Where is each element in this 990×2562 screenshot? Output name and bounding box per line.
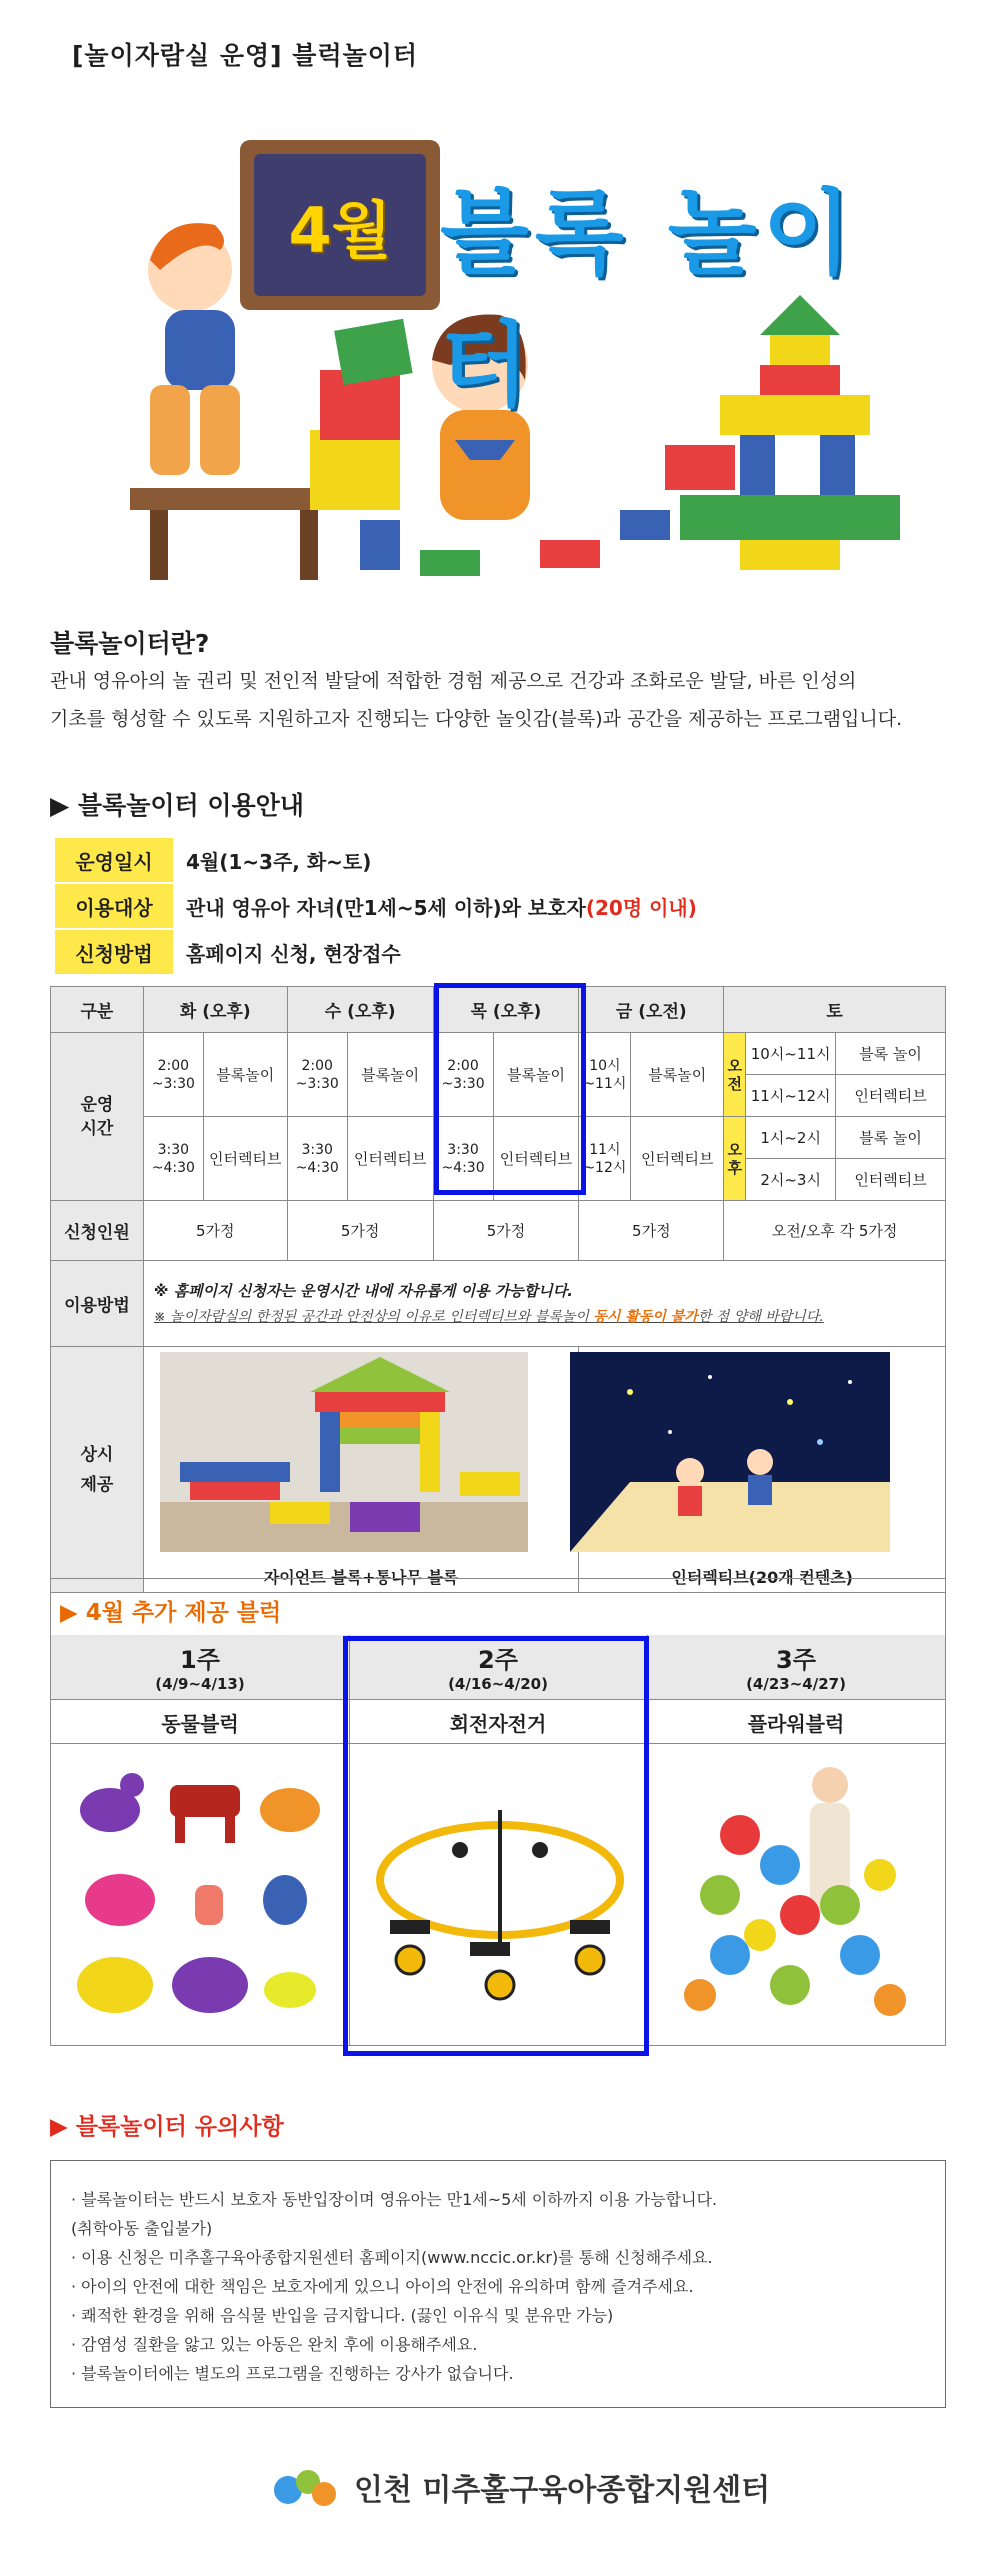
guide-heading: ▶ 블록놀이터 이용안내 xyxy=(50,791,304,820)
tue-slot2: 3:30 ~4:30 xyxy=(143,1117,203,1201)
week1-block-name: 동물블럭 xyxy=(161,1712,239,1736)
method-line-2-emphasis: 동시 활동이 불가 xyxy=(593,1308,698,1325)
thursday-highlight-box xyxy=(434,983,586,1195)
guide-value-target-limit: (20명 이내) xyxy=(585,895,697,920)
week2-dates: (4/16~4/20) xyxy=(448,1675,548,1693)
col-header: 금 (오전) xyxy=(579,987,724,1033)
table-row xyxy=(51,1261,946,1347)
intro-line-2: 기초를 형성할 수 있도록 지원하고자 진행되는 다양한 놀잇감(블록)과 공간을 제공하는 프로그램입니다. xyxy=(50,708,903,730)
footer-org-name: 인천 미추홀구육아종합지원센터 xyxy=(354,2473,771,2508)
always-caption-2: 인터렉티브(20개 컨텐츠) xyxy=(671,1568,853,1587)
table-row xyxy=(51,1201,946,1261)
animal-blocks-illustration xyxy=(70,1760,330,2030)
col-header: 구분 xyxy=(51,987,144,1033)
capacity-fri: 5가정 xyxy=(579,1201,724,1261)
guide-label-date: 운영일시 xyxy=(55,838,173,882)
sat-time: 1시~2시 xyxy=(746,1117,836,1159)
week2-highlight-box xyxy=(343,1636,649,2056)
sat-act: 인터렉티브 xyxy=(836,1075,946,1117)
sat-time: 11시~12시 xyxy=(746,1075,836,1117)
giant-block-photo xyxy=(160,1352,528,1552)
guide-value-date: 4월(1~3주, 화~토) xyxy=(186,849,372,874)
capacity-wed: 5가정 xyxy=(287,1201,433,1261)
notice-heading: ▶ 블록놀이터 유의사항 xyxy=(50,2114,284,2140)
guide-value-target-text: 관내 영유아 자녀(만1세~5세 이하)와 보호자 xyxy=(186,895,586,920)
interactive-illustration xyxy=(570,1352,890,1552)
method-line-2a: ※ 놀이자람실의 한정된 공간과 안전상의 이유로 인터렉티브와 블록놀이 xyxy=(153,1308,594,1325)
thu-slot1: 2:00 ~3:30 xyxy=(433,1033,493,1117)
fri-act2: 인터렉티브 xyxy=(631,1117,724,1201)
fri-slot1: 10시 ~11시 xyxy=(579,1033,631,1117)
wed-slot1: 2:00 ~3:30 xyxy=(287,1033,347,1117)
notice-line: · 블록놀이터에는 별도의 프로그램을 진행하는 강사가 없습니다. xyxy=(71,2364,514,2383)
week3-dates: (4/23~4/27) xyxy=(746,1675,846,1693)
tue-slot1: 2:00 ~3:30 xyxy=(143,1033,203,1117)
sat-time: 10시~11시 xyxy=(746,1033,836,1075)
row-label-capacity: 신청인원 xyxy=(51,1201,144,1261)
thu-act1: 블록놀이 xyxy=(493,1033,579,1117)
method-text xyxy=(143,1261,945,1347)
week1-dates: (4/9~4/13) xyxy=(155,1675,245,1693)
intro-line-1: 관내 영유아의 놀 권리 및 전인적 발달에 적합한 경험 제공으로 건강과 조화로운 발달, 바른 인성의 xyxy=(50,670,857,692)
week1-label: 1주 xyxy=(180,1646,220,1674)
capacity-thu: 5가정 xyxy=(433,1201,579,1261)
col-header: 화 (오후) xyxy=(143,987,287,1033)
hero-month: 4월 xyxy=(288,193,392,267)
week3-header xyxy=(647,1640,945,1693)
sat-am-label: 오전 xyxy=(724,1033,746,1117)
extra-heading: ▶ 4월 추가 제공 블럭 xyxy=(60,1600,282,1626)
week3-block-name: 플라워블럭 xyxy=(747,1712,845,1736)
notice-line: (취학아동 출입불가) xyxy=(71,2219,213,2238)
capacity-tue: 5가정 xyxy=(143,1201,287,1261)
sat-time: 2시~3시 xyxy=(746,1159,836,1201)
wed-act1: 블록놀이 xyxy=(347,1033,433,1117)
flower-blocks-illustration xyxy=(680,1755,920,2025)
week2-block-name: 회전자전거 xyxy=(449,1712,547,1736)
notice-line: · 블록놀이터는 반드시 보호자 동반입장이며 영유아는 만1세~5세 이하까지 이용 가능합니다. xyxy=(71,2190,718,2209)
notice-box xyxy=(50,2160,946,2408)
thu-slot2: 3:30 ~4:30 xyxy=(433,1117,493,1201)
guide-label-apply: 신청방법 xyxy=(55,930,173,974)
row-label-method: 이용방법 xyxy=(51,1261,144,1347)
notice-line: · 아이의 안전에 대한 책임은 보호자에게 있으니 아이의 안전에 유의하며 함께 즐겨주세요. xyxy=(71,2277,694,2296)
always-caption-1: 자이언트 블록+통나무 블록 xyxy=(263,1568,459,1587)
row-label-time: 운영 시간 xyxy=(51,1033,144,1201)
tue-act1: 블록놀이 xyxy=(203,1033,287,1117)
fri-act1: 블록놀이 xyxy=(631,1033,724,1117)
col-header: 목 (오후) xyxy=(433,987,579,1033)
giant-block-illustration xyxy=(160,1352,528,1552)
sat-act: 블록 놀이 xyxy=(836,1033,946,1075)
week2-label: 2주 xyxy=(478,1646,518,1674)
col-header: 토 xyxy=(724,987,946,1033)
guide-label-target: 이용대상 xyxy=(55,884,173,928)
intro-text xyxy=(50,662,950,738)
method-line-2 xyxy=(154,1304,945,1330)
sat-act: 인터렉티브 xyxy=(836,1159,946,1201)
notice-line: · 이용 신청은 미추홀구육아종합지원센터 홈페이지(www.nccic.or.kr)를 통해 신청해주세요. xyxy=(71,2248,713,2267)
thu-act2: 인터렉티브 xyxy=(493,1117,579,1201)
sat-act: 블록 놀이 xyxy=(836,1117,946,1159)
tue-act2: 인터렉티브 xyxy=(203,1117,287,1201)
fri-slot2: 11시 ~12시 xyxy=(579,1117,631,1201)
hero-banner xyxy=(120,120,940,620)
guide-value-apply: 홈페이지 신청, 현장접수 xyxy=(186,941,401,966)
week1-header xyxy=(51,1640,349,1693)
center-logo-icon xyxy=(270,2462,340,2512)
month-board xyxy=(240,140,440,310)
wed-act2: 인터렉티브 xyxy=(347,1117,433,1201)
guide-value-target xyxy=(186,884,697,928)
notice-line: · 감염성 질환을 앓고 있는 아동은 완치 후에 이용해주세요. xyxy=(71,2335,478,2354)
row-label-always: 상시 제공 xyxy=(51,1347,144,1593)
sat-pm-label: 오후 xyxy=(724,1117,746,1201)
method-line-2c: 한 점 양해 바랍니다. xyxy=(697,1308,824,1325)
capacity-sat: 오전/오후 각 5가정 xyxy=(724,1201,946,1261)
notice-line: · 쾌적한 환경을 위해 음식물 반입을 금지합니다. (끓인 이유식 및 분유만 가능) xyxy=(71,2306,614,2325)
page-title: [놀이자람실 운영] 블럭놀이터 xyxy=(72,41,419,70)
hero-title: 블록 놀이터 xyxy=(440,180,858,419)
week3-label: 3주 xyxy=(776,1646,816,1674)
col-header: 수 (오후) xyxy=(287,987,433,1033)
wed-slot2: 3:30 ~4:30 xyxy=(287,1117,347,1201)
interactive-photo xyxy=(570,1352,890,1552)
intro-heading: 블록놀이터란? xyxy=(50,629,210,658)
method-line-1: ※ 홈페이지 신청자는 운영시간 내에 자유롭게 이용 가능합니다. xyxy=(153,1281,573,1300)
footer-logo xyxy=(270,2462,770,2512)
